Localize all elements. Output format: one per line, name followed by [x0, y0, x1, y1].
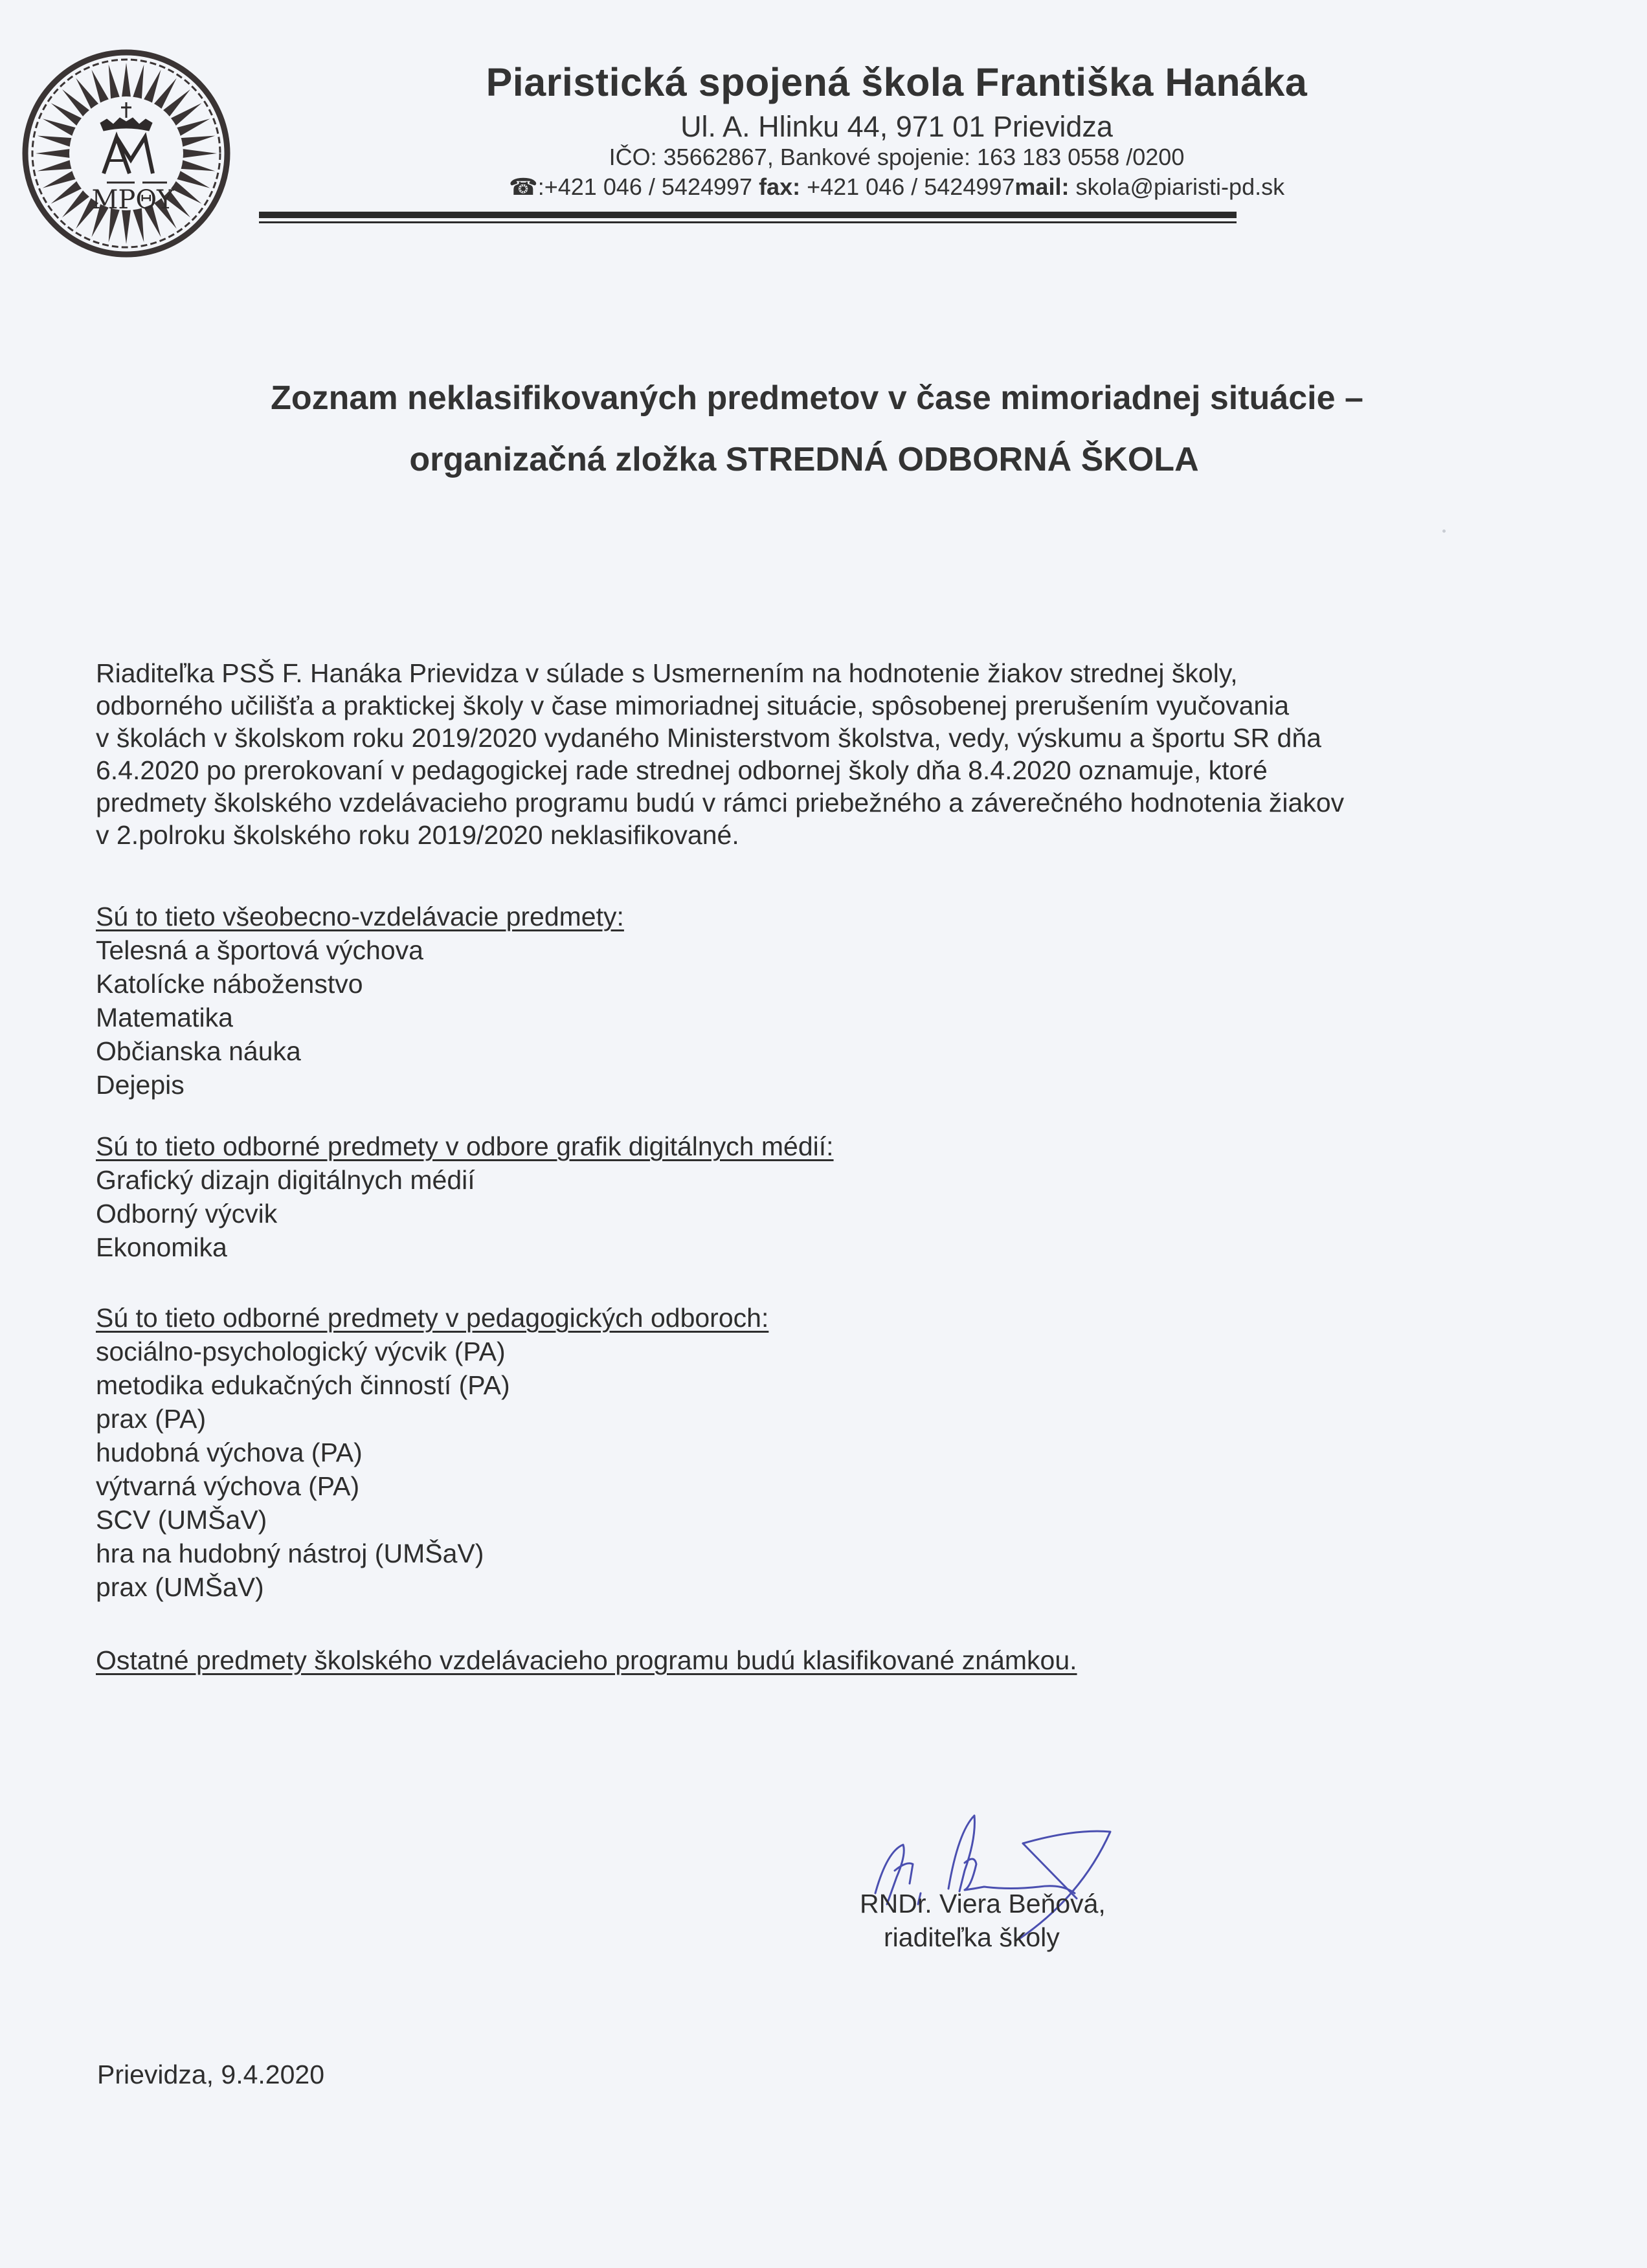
- scan-speck: [1442, 529, 1446, 533]
- list-item: prax (UMŠaV): [96, 1572, 264, 1602]
- intro-paragraph: [96, 657, 1344, 851]
- list-item: Ekonomika: [96, 1232, 227, 1262]
- phone-number: :+421 046 / 5424997: [537, 173, 759, 200]
- list-item: sociálno-psychologický výcvik (PA): [96, 1337, 506, 1366]
- sun-ray: [143, 70, 161, 104]
- list-item: SCV (UMŠaV): [96, 1505, 267, 1535]
- list-item: Katolícke náboženstvo: [96, 969, 363, 999]
- school-address: Ul. A. Hlinku 44, 971 01 Prievidza: [680, 110, 1113, 143]
- sun-ray: [43, 118, 77, 136]
- paragraph-line: predmety školského vzdelávacieho programu budú v rámci priebežného a záverečného hodnotenia žiakov: [96, 788, 1345, 817]
- list-item: výtvarná výchova (PA): [96, 1471, 360, 1501]
- list-item: metodika edukačných činností (PA): [96, 1370, 510, 1400]
- section-pedagogical-subjects: [96, 1301, 768, 1604]
- section-heading: Sú to tieto odborné predmety v pedagogických odboroch:: [96, 1303, 769, 1333]
- mail-address[interactable]: skola@piaristi-pd.sk: [1069, 173, 1285, 200]
- section-general-subjects: [96, 900, 624, 1102]
- section-heading: Sú to tieto všeobecno-vzdelávacie predmety:: [96, 902, 624, 931]
- sun-ray: [182, 149, 217, 158]
- header-divider: [259, 212, 1237, 218]
- fax-number: +421 046 / 5424997: [800, 173, 1015, 200]
- school-ico-bank: IČO: 35662867, Bankové spojenie: 163 183 0558 /0200: [609, 144, 1185, 170]
- list-item: Odborný výcvik: [96, 1199, 278, 1228]
- paragraph-line: v 2.polroku školského roku 2019/2020 neklasifikované.: [96, 820, 739, 850]
- sun-ray: [36, 149, 71, 158]
- sun-ray: [175, 170, 210, 188]
- paragraph-line: 6.4.2020 po prerokovaní v pedagogickej rade strednej odbornej školy dňa 8.4.2020 oznamuje, ktoré: [96, 755, 1268, 785]
- sun-ray: [180, 160, 216, 172]
- school-contact: [252, 173, 1541, 201]
- section-heading: Sú to tieto odborné predmety v odbore grafik digitálnych médií:: [96, 1131, 834, 1161]
- mail-label: mail:: [1014, 173, 1070, 200]
- list-item: Dejepis: [96, 1070, 185, 1100]
- list-item: Matematika: [96, 1003, 233, 1032]
- logo-text: ΜΡΘΥ: [91, 185, 174, 215]
- sun-ray: [38, 136, 73, 148]
- sun-ray: [38, 160, 73, 172]
- signatory-role: riaditeľka školy: [884, 1922, 1060, 1952]
- sun-ray: [175, 118, 210, 136]
- list-item: Občianska náuka: [96, 1036, 301, 1066]
- school-logo: [19, 47, 233, 260]
- document-title-line-1: Zoznam neklasifikovaných predmetov v čase mimoriadnej situácie –: [271, 379, 1363, 417]
- list-item: hudobná výchova (PA): [96, 1438, 363, 1467]
- list-item: Telesná a športová výchova: [96, 935, 423, 965]
- paragraph-line: Riaditeľka PSŠ F. Hanáka Prievidza v súlade s Usmernením na hodnotenie žiakov strednej školy,: [96, 658, 1238, 688]
- list-item: hra na hudobný nástroj (UMŠaV): [96, 1539, 484, 1568]
- paragraph-line: v školách v školskom roku 2019/2020 vydaného Ministerstvom školstva, vedy, výskumu a športu SR dňa: [96, 723, 1321, 753]
- sun-ray: [91, 70, 109, 104]
- sun-ray: [180, 136, 216, 148]
- fax-label: fax:: [759, 173, 801, 200]
- document-title-line-2: organizačná zložka STREDNÁ ODBORNÁ ŠKOLA: [409, 441, 1199, 478]
- section-digital-media-subjects: [96, 1129, 834, 1264]
- header-divider-thin: [259, 221, 1237, 223]
- document-date: Prievidza, 9.4.2020: [97, 2060, 325, 2089]
- telephone-icon: ☎: [508, 173, 538, 200]
- school-name: Piaristická spojená škola Františka Hanáka: [486, 60, 1308, 104]
- closing-note: Ostatné predmety školského vzdelávacieho programu budú klasifikované známkou.: [96, 1645, 1077, 1675]
- sun-ray: [109, 65, 120, 100]
- paragraph-line: odborného učilišťa a praktickej školy v čase mimoriadnej situácie, spôsobenej prerušením vyučovania: [96, 691, 1290, 720]
- sun-ray: [133, 65, 144, 100]
- sun-ray: [43, 170, 77, 188]
- list-item: prax (PA): [96, 1404, 207, 1434]
- list-item: Grafický dizajn digitálnych médií: [96, 1165, 475, 1195]
- sun-ray: [122, 63, 131, 98]
- signatory-name: RNDr. Viera Beňová,: [860, 1889, 1106, 1918]
